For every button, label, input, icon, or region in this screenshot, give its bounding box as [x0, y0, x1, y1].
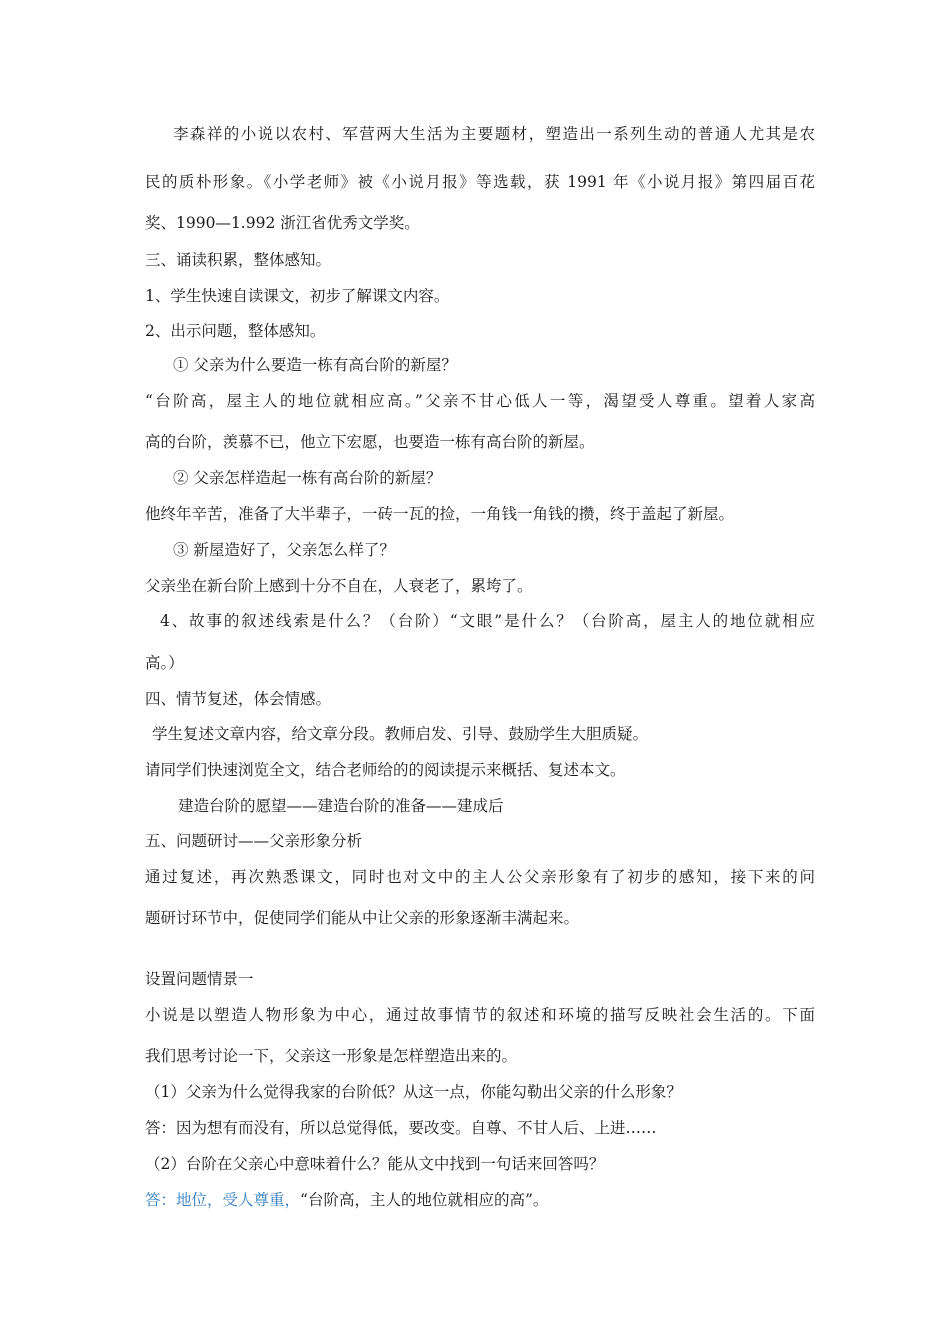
answer-highlight: 答：地位，受人尊重， — [145, 1191, 301, 1209]
subsection-heading: 设置问题情景一 — [145, 970, 254, 988]
section-heading: 五、问题研讨——父亲形象分析 — [145, 832, 363, 850]
question-item: ① 父亲为什么要造一栋有高台阶的新屋？ — [173, 356, 457, 374]
list-item: 4、故事的叙述线索是什么？（台阶）“文眼”是什么？（台阶高，屋主人的地位就相应 — [160, 612, 815, 630]
paragraph-line: 学生复述文章内容，给文章分段。教师启发、引导、鼓励学生大胆质疑。 — [152, 725, 649, 743]
answer-line: 父亲坐在新台阶上感到十分不自在，人衰老了，累垮了。 — [145, 577, 533, 595]
paragraph-line: 小说是以塑造人物形象为中心，通过故事情节的叙述和环境的描写反映社会生活的。下面 — [145, 1006, 815, 1024]
answer-quote: “台阶高，主人的地位就相应的高”。 — [300, 1191, 549, 1209]
answer-line: 答：因为想有而没有，所以总觉得低，要改变。自尊、不甘人后、上进…… — [145, 1119, 657, 1137]
paragraph-line: 民的质朴形象。《小学老师》被《小说月报》等选载，获 1991 年《小说月报》第四届百花 — [145, 173, 815, 191]
question-item: （2）台阶在父亲心中意味着什么？能从文中找到一句话来回答吗？ — [145, 1155, 605, 1173]
question-item: ③ 新屋造好了，父亲怎么样了？ — [173, 541, 395, 559]
question-item: ② 父亲怎样造起一栋有高台阶的新屋？ — [173, 469, 442, 487]
answer-line — [145, 1189, 815, 1211]
paragraph-line: 题研讨环节中，促使同学们能从中让父亲的形象逐渐丰满起来。 — [145, 909, 580, 927]
paragraph-line: 李森祥的小说以农村、军营两大生活为主要题材，塑造出一系列生动的普通人尤其是农 — [173, 125, 815, 143]
list-item: 2、出示问题，整体感知。 — [145, 322, 326, 340]
structure-line: 建造台阶的愿望——建造台阶的准备——建成后 — [178, 797, 504, 815]
list-item: 1、学生快速自读课文，初步了解课文内容。 — [145, 287, 450, 305]
answer-line: 他终年辛苦，准备了大半辈子，一砖一瓦的捡，一角钱一角钱的攒，终于盖起了新屋。 — [145, 505, 735, 523]
paragraph-line: 高。） — [145, 654, 184, 672]
answer-line: 高的台阶，羡慕不已，他立下宏愿，也要造一栋有高台阶的新屋。 — [145, 433, 595, 451]
paragraph-line: 我们思考讨论一下，父亲这一形象是怎样塑造出来的。 — [145, 1047, 518, 1065]
paragraph-line: 通过复述，再次熟悉课文，同时也对文中的主人公父亲形象有了初步的感知，接下来的问 — [145, 868, 815, 886]
section-heading: 三、诵读积累，整体感知。 — [145, 251, 332, 269]
paragraph-line: 请同学们快速浏览全文，结合老师给的的阅读提示来概括、复述本文。 — [145, 761, 626, 779]
answer-line: “台阶高，屋主人的地位就相应高。”父亲不甘心低人一等，渴望受人尊重。望着人家高 — [145, 392, 815, 410]
paragraph-line: 奖、1990—1.992 浙江省优秀文学奖。 — [145, 214, 420, 232]
question-item: （1）父亲为什么觉得我家的台阶低？从这一点，你能勾勒出父亲的什么形象？ — [145, 1083, 682, 1101]
section-heading: 四、情节复述，体会情感。 — [145, 690, 332, 708]
